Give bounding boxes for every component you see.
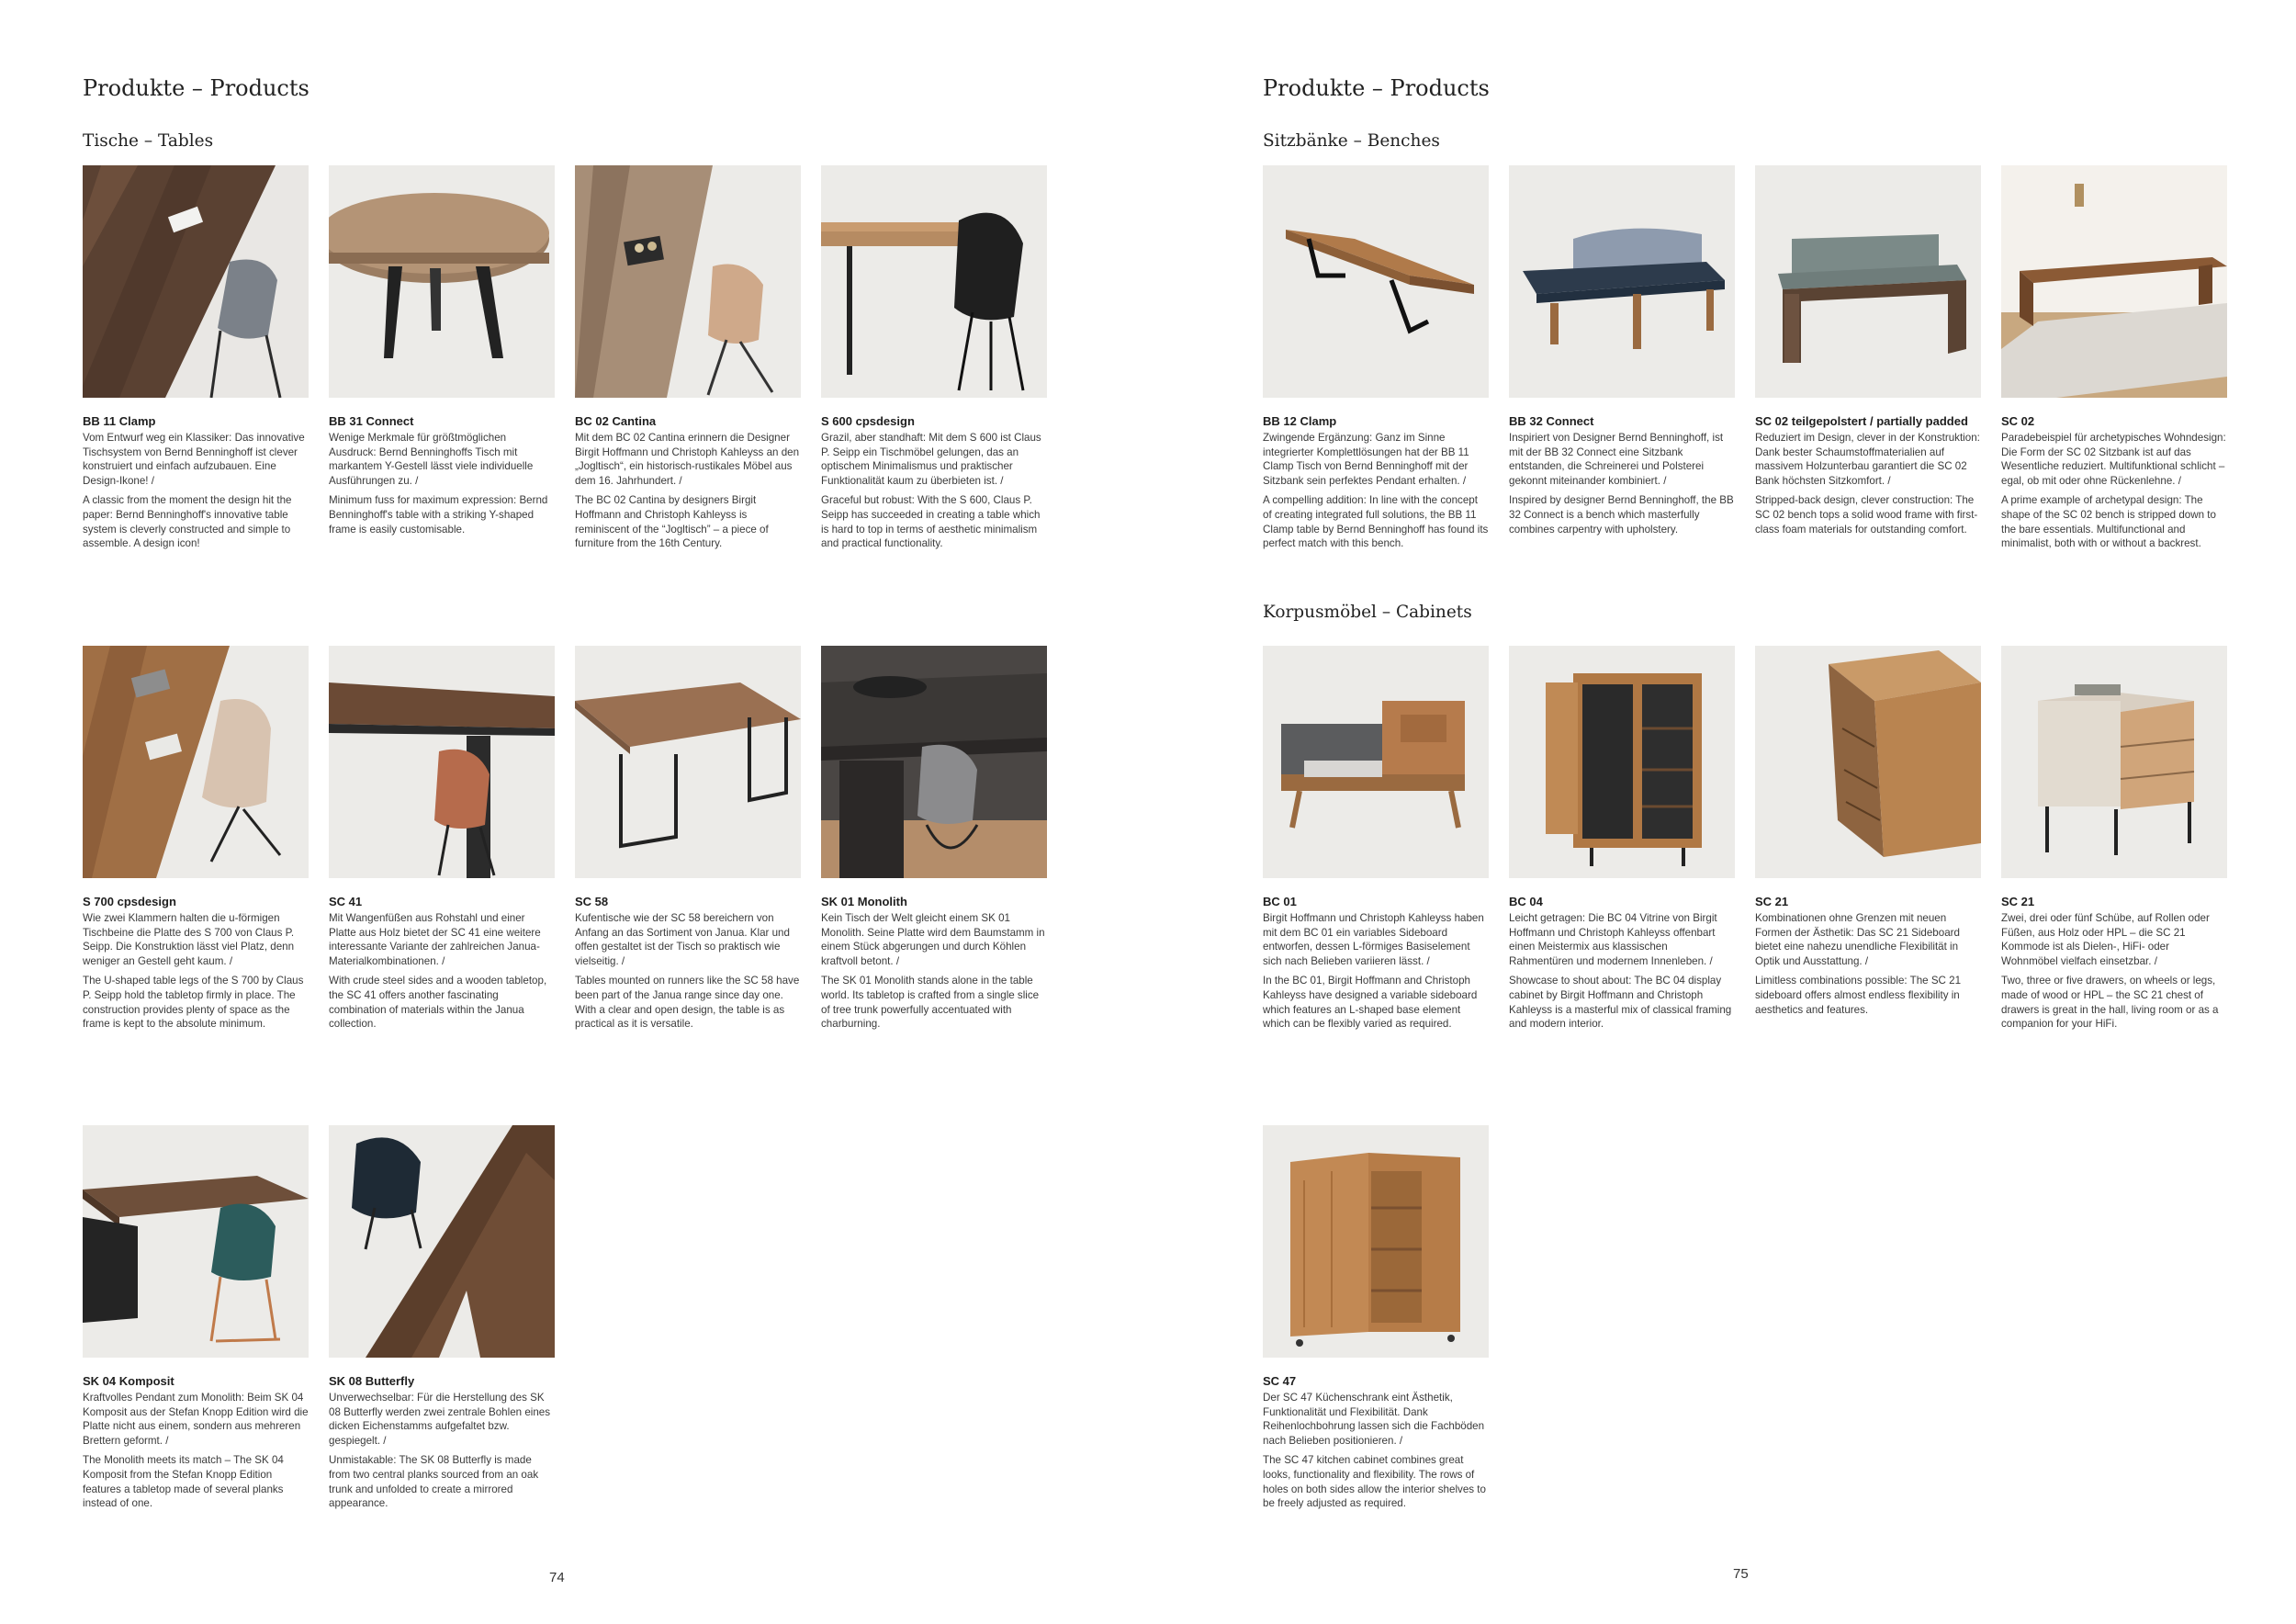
product-photo [1755, 165, 1981, 398]
product-photo [575, 646, 801, 878]
product-description-en: Tables mounted on runners like the SC 58 have been part of the Janua range since day one. With a clear and open design, the table is as practical as it is versatile. [575, 975, 800, 1031]
product-description-de: Grazil, aber standhaft: Mit dem S 600 ist Claus P. Seipp ein Tischmöbel gelungen, das an optischem Minimalismus und praktischer Funktionalität kaum zu überbieten ist. / [821, 432, 1041, 487]
product-description-en: The SC 47 kitchen cabinet combines great looks, functionality and flexibility. The rows of holes on both sides allow the interior shelves to be freely adjusted as required. [1263, 1454, 1486, 1510]
product-photo [2001, 165, 2227, 398]
product-description-en: The SK 01 Monolith stands alone in the table world. Its tabletop is crafted from a single slice of tree trunk powerfully accentuated with charburning. [821, 975, 1040, 1031]
product-description-de: Inspiriert von Designer Bernd Benninghoff, ist mit der BB 32 Connect eine Sitzbank entstanden, die Schreinerei und Polsterei gekonnt miteinander kombiniert. / [1509, 432, 1724, 487]
product-description-de: Leicht getragen: Die BC 04 Vitrine von Birgit Hoffmann und Christoph Kahleyss offenbart einen Meistermix aus klassischen Rahmentüren und modernem Innenleben. / [1509, 912, 1717, 967]
product-description-en: The Monolith meets its match – The SK 04 Komposit from the Stefan Knopp Edition features a tabletop made of several planks instead of one. [83, 1454, 284, 1510]
product-description-en: Limitless combinations possible: The SC 21 sideboard offers almost endless flexibility in aesthetics and features. [1755, 975, 1962, 1016]
product-description-en: Inspired by designer Bernd Benninghoff, the BB 32 Connect is a bench which masterfully combines carpentry with upholstery. [1509, 494, 1734, 536]
product-photo [1263, 165, 1489, 398]
product-card [1263, 646, 1489, 1037]
product-photo [83, 165, 309, 398]
product-description-en: Two, three or five drawers, on wheels or legs, made of wood or HPL – the SC 21 chest of drawers is great in the hall, living room or as a companion for your HiFi. [2001, 975, 2219, 1031]
page-title: Produkte – Products [83, 75, 310, 101]
product-description-de: Kufentische wie der SC 58 bereichern von Anfang an das Sortiment von Janua. Klar und offen gestaltet ist der Tisch so praktisch wie vielseitig. / [575, 912, 790, 967]
product-name: BB 31 Connect [329, 414, 414, 428]
product-description-de: Kraftvolles Pendant zum Monolith: Beim SK 04 Komposit aus der Stefan Knopp Edition wird die Platte nicht aus einem, sondern aus mehreren Brettern geformt. / [83, 1392, 309, 1447]
product-card [83, 165, 309, 557]
product-photo [2001, 646, 2227, 878]
product-description-en: A compelling addition: In line with the concept of creating integrated full solutions, the BB 11 Clamp table by Bernd Benninghoff has found its perfect match with this bench. [1263, 494, 1489, 550]
product-photo [83, 646, 309, 878]
product-description-en: Showcase to shout about: The BC 04 display cabinet by Birgit Hoffmann and Christoph Kahleyss is a masterful mix of classical framing and modern interior. [1509, 975, 1732, 1031]
product-photo [821, 646, 1047, 878]
product-name: BC 02 Cantina [575, 414, 657, 428]
product-card [575, 646, 801, 1037]
product-card [83, 1125, 309, 1517]
product-description-en: The BC 02 Cantina by designers Birgit Hoffmann and Christoph Kahleyss is reminiscent of the “Jogltisch” – a piece of furniture from the 16th Century. [575, 494, 769, 550]
product-description-de: Mit dem BC 02 Cantina erinnern die Designer Birgit Hoffmann und Christoph Kahleyss an den „Jogltisch“, ein historisch-rustikales Möbel aus dem 16. Jahrhundert. / [575, 432, 800, 487]
product-name: SK 01 Monolith [821, 895, 907, 908]
product-name: SC 58 [575, 895, 609, 908]
page-number: 75 [1733, 1566, 1749, 1582]
section-heading-tables: Tische – Tables [83, 131, 214, 151]
product-photo [1509, 646, 1735, 878]
product-card [329, 165, 555, 542]
product-photo [329, 646, 555, 878]
product-description-en: In the BC 01, Birgit Hoffmann and Christoph Kahleyss have designed a variable sideboard which features an L-shaped base element which can be flexibly varied as required. [1263, 975, 1478, 1031]
product-card [329, 646, 555, 1037]
product-name: SC 21 [2001, 895, 2035, 908]
product-card [1263, 1125, 1489, 1517]
product-photo [575, 165, 801, 398]
page-title: Produkte – Products [1263, 75, 1490, 101]
product-name: BB 12 Clamp [1263, 414, 1337, 428]
product-card [575, 165, 801, 557]
product-name: SC 02 teilgepolstert / partially padded [1755, 414, 1968, 428]
product-description-en: Graceful but robust: With the S 600, Claus P. Seipp has succeeded in creating a table which is hard to top in terms of aesthetic minimalism and practical functionality. [821, 494, 1041, 550]
product-description-de: Vom Entwurf weg ein Klassiker: Das innovative Tischsystem von Bernd Benninghoff ist clever konstruiert und einfach aufzubauen. Eine Design-Ikone! / [83, 432, 305, 487]
product-description-de: Mit Wangenfüßen aus Rohstahl und einer Platte aus Holz bietet der SC 41 eine weitere interessante Variante der zahlreichen Janua-Materialkombinationen. / [329, 912, 541, 967]
product-name: SC 02 [2001, 414, 2035, 428]
product-photo [1263, 1125, 1489, 1358]
product-description-en: Unmistakable: The SK 08 Butterfly is made from two central planks sourced from an oak trunk and unfolded to create a mirrored appearance. [329, 1454, 539, 1510]
product-name: BC 04 [1509, 895, 1543, 908]
product-name: S 700 cpsdesign [83, 895, 176, 908]
product-name: SK 08 Butterfly [329, 1374, 415, 1388]
product-card [1509, 165, 1735, 542]
product-photo [1755, 646, 1981, 878]
product-card [821, 165, 1047, 557]
product-description-en: A classic from the moment the design hit the paper: Bernd Benninghoff's innovative table system is cleverly constructed and simple to assemble. A design icon! [83, 494, 292, 550]
product-card [2001, 165, 2227, 557]
product-description-de: Zwingende Ergänzung: Ganz im Sinne integrierter Komplettlösungen hat der BB 11 Clamp Tisch von Bernd Benninghoff mit der Sitzbank sein perfektes Pendant erhalten. / [1263, 432, 1469, 487]
product-photo [821, 165, 1047, 398]
product-name: SC 41 [329, 895, 363, 908]
product-name: BB 32 Connect [1509, 414, 1594, 428]
product-description-en: Stripped-back design, clever construction: The SC 02 bench tops a solid wood frame with first-class foam materials for outstanding comfort. [1755, 494, 1978, 536]
product-description-de: Wenige Merkmale für größtmöglichen Ausdruck: Bernd Benninghoffs Tisch mit markantem Y-Gestell lässt viele individuelle Ausführungen zu. / [329, 432, 534, 487]
product-description-de: Kein Tisch der Welt gleicht einem SK 01 Monolith. Seine Platte wird dem Baumstamm in einem Stück abgerungen und durch Köhlen kraftvoll betont. / [821, 912, 1045, 967]
product-card [83, 646, 309, 1037]
product-card [329, 1125, 555, 1517]
product-photo [329, 1125, 555, 1358]
product-name: S 600 cpsdesign [821, 414, 915, 428]
product-description-de: Reduziert im Design, clever in der Konstruktion: Dank bester Schaumstoffmaterialien auf massivem Holzunterbau garantiert die SC 02 Bank höchsten Sitzkomfort. / [1755, 432, 1980, 487]
product-description-de: Birgit Hoffmann und Christoph Kahleyss haben mit dem BC 01 ein variables Sideboard entworfen, dessen L-förmiges Basiselement sich nach Belieben variieren lässt. / [1263, 912, 1484, 967]
product-card [821, 646, 1047, 1037]
product-description-en: A prime example of archetypal design: The shape of the SC 02 bench is stripped down to the bare essentials. Multifunctional and minimalist, both with or without a backrest. [2001, 494, 2216, 550]
product-description-de: Wie zwei Klammern halten die u-förmigen Tischbeine die Platte des S 700 von Claus P. Seipp. Die Konstruktion lässt viel Platz, denn weniger an Gestell geht kaum. / [83, 912, 295, 967]
page-number: 74 [549, 1570, 565, 1585]
product-card [2001, 646, 2227, 1037]
product-card [1755, 646, 1981, 1022]
product-description-de: Zwei, drei oder fünf Schübe, auf Rollen oder Füßen, aus Holz oder HPL – die SC 21 Kommode ist als Dielen-, HiFi- oder Wohnmöbel vielfach einsetzbar. / [2001, 912, 2210, 967]
product-photo [1263, 646, 1489, 878]
product-name: BC 01 [1263, 895, 1297, 908]
product-description-de: Kombinationen ohne Grenzen mit neuen Formen der Ästhetik: Das SC 21 Sideboard bietet eine nahezu unendliche Flexibilität in Optik und Ausstattung. / [1755, 912, 1960, 967]
product-description-de: Der SC 47 Küchenschrank eint Ästhetik, Funktionalität und Flexibilität. Dank Reihenlochbohrung lassen sich die Fachböden nach Belieben positionieren. / [1263, 1392, 1485, 1447]
product-photo [83, 1125, 309, 1358]
product-description-en: Minimum fuss for maximum expression: Bernd Benninghoff's table with a striking Y-shaped frame is easily customisable. [329, 494, 548, 536]
product-name: SC 21 [1755, 895, 1789, 908]
product-card [1263, 165, 1489, 557]
product-photo [1509, 165, 1735, 398]
product-card [1509, 646, 1735, 1037]
right-page [1148, 0, 2296, 1624]
product-name: SC 47 [1263, 1374, 1297, 1388]
section-heading-benches: Sitzbänke – Benches [1263, 131, 1440, 151]
product-description-de: Paradebeispiel für archetypisches Wohndesign: Die Form der SC 02 Sitzbank ist auf das Wesentliche reduziert. Multifunktional schlicht – egal, ob mit oder ohne Rückenlehne. / [2001, 432, 2226, 487]
product-photo [329, 165, 555, 398]
product-name: BB 11 Clamp [83, 414, 156, 428]
product-description-en: With crude steel sides and a wooden tabletop, the SC 41 offers another fascinating combination of materials within the Janua collection. [329, 975, 547, 1031]
product-description-de: Unverwechselbar: Für die Herstellung des SK 08 Butterfly werden zwei zentrale Bohlen eines dicken Eichenstamms aufgefaltet bzw. gespiegelt. / [329, 1392, 551, 1447]
section-heading-cabinets: Korpusmöbel – Cabinets [1263, 603, 1472, 622]
product-description-en: The U-shaped table legs of the S 700 by Claus P. Seipp hold the tabletop firmly in place. The construction provides plenty of space as the frame is kept to the absolute minimum. [83, 975, 304, 1031]
product-name: SK 04 Komposit [83, 1374, 174, 1388]
product-card [1755, 165, 1981, 542]
